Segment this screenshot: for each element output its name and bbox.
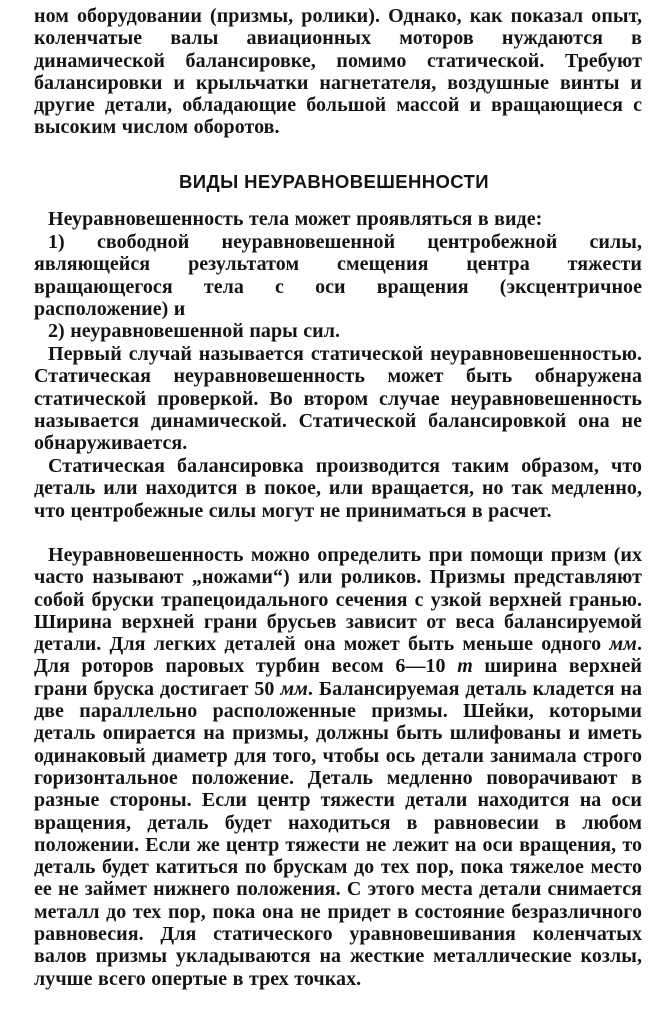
unit-mm-2: мм xyxy=(280,677,308,700)
paragraph-static-dynamic: Первый случай называется статической неуравновешенностью. Статическая неуравновешенность может быть обнаружена статической проверкой. Во втором случае неуравновешенность называется динамической. Статической балансировкой она не обнаруживается. xyxy=(34,343,642,455)
intro-line: Неуравновешенность тела может проявляться в виде: xyxy=(48,208,543,230)
prisms-text-3: ширина верхней грани бруска достигает 50 xyxy=(34,655,642,700)
prisms-text-4: . Балансируемая деталь кладется на две параллельно расположенные призмы. Шейки, которыми деталь опирается на призмы, должны быть шлифованы и иметь одинаковый диаметр для того, чтобы ось детали занимала строго горизонтальное положение. Деталь медленно поворачивают в разные стороны. Если центр тяжести детали находится на оси вращения, деталь будет находиться в равновесии в любом положении. Если же центр тяжести не лежит на оси вращения, то деталь будет катиться по брускам до тех пор, пока тяжелое место ее не займет нижнего положения. С этого места детали снимается металл до тех пор, пока она не придет в состояние безразличного равновесия. Для статического уравновешивания коленчатых валов призмы укладываются на жесткие металлические козлы, лучше всего опертые в трех точках. xyxy=(34,677,642,990)
unit-t: т xyxy=(457,655,473,678)
paragraph-static-balancing: Статическая балансировка производится таким образом, что деталь или находится в покое, или вращается, но так медленно, что центробежные силы могут не приниматься в расчет. xyxy=(34,455,642,522)
top-paragraph: ном оборудовании (призмы, ролики). Однако, как показал опыт, коленчатые валы авиационных моторов нуждаются в динамической балансировке, помимо статической. Требуют балансировки и крыльчатки нагнетателя, воздушные винты и другие детали, обладающие большой массой и вращающиеся с высоким числом оборотов. xyxy=(34,5,642,139)
paragraph-prisms xyxy=(34,544,642,990)
section-heading: ВИДЫ НЕУРАВНОВЕШЕННОСТИ xyxy=(179,171,489,192)
list-item-2: 2) неуравновешенной пары сил. xyxy=(48,320,341,342)
list-item-1: 1) свободной неуравновешенной центробежной силы, являющейся результатом смещения центра тяжести вращающегося тела с оси вращения (эксцентричное расположение) и xyxy=(34,231,642,320)
prisms-text-2: . Для роторов паровых турбин весом 6—10 xyxy=(34,633,642,678)
prisms-text-1: Неуравновешенность можно определить при помощи призм (их часто называют „ножами“) или роликов. Призмы представляют собой бруски трапецоидального сечения с узкой верхней гранью. Ширина верхней грани брусьев зависит от веса балансируемой детали. Для легких деталей она может быть меньше одного xyxy=(34,544,642,656)
unit-mm: мм xyxy=(609,633,637,656)
